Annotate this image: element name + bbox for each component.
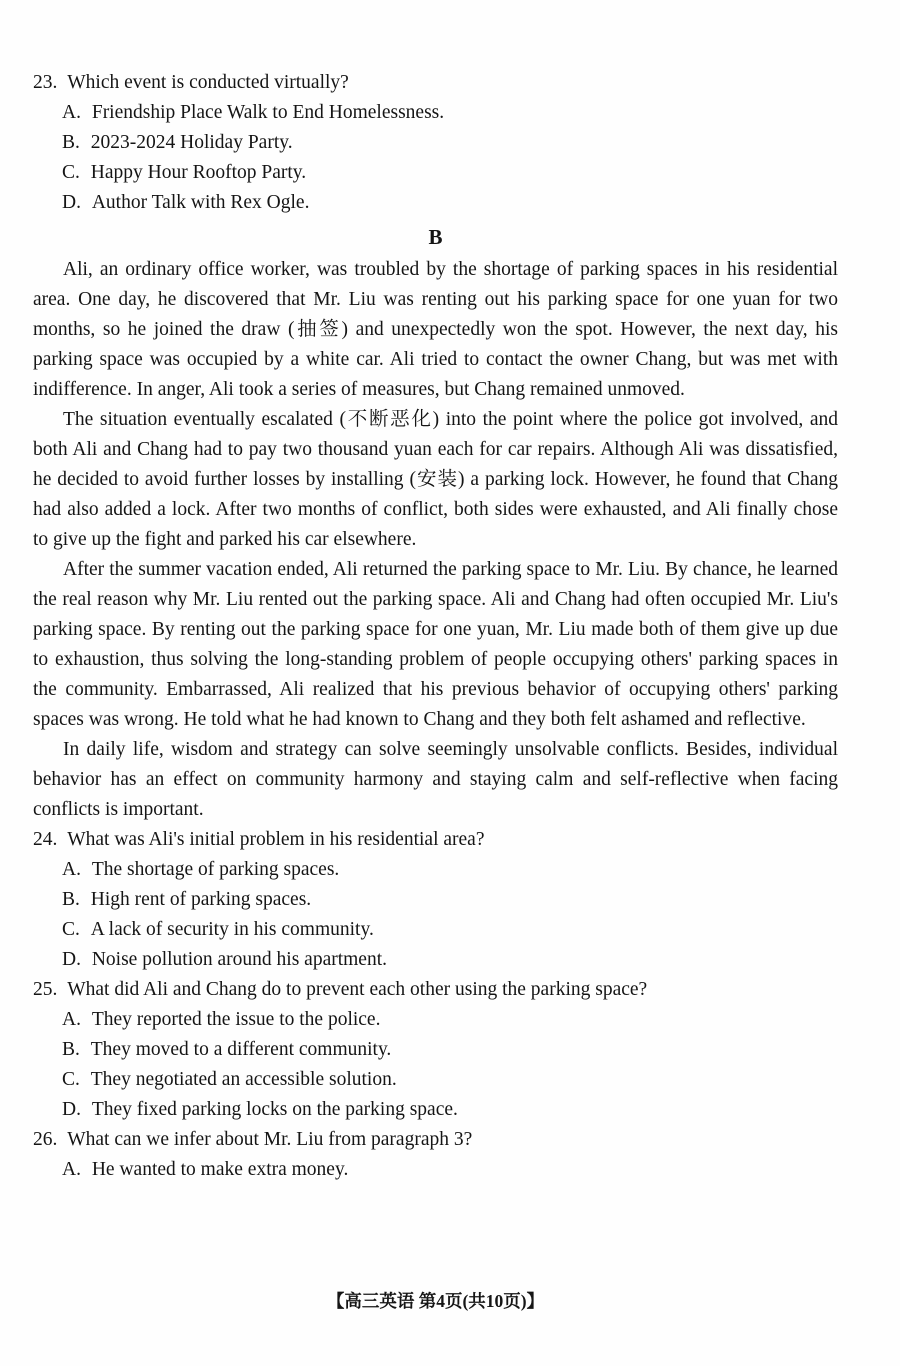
option-text: Friendship Place Walk to End Homelessness.	[91, 102, 445, 123]
question-23-option-a	[33, 98, 838, 128]
option-label: C.	[62, 1069, 80, 1090]
option-text: Noise pollution around his apartment.	[91, 949, 388, 970]
option-text: They fixed parking locks on the parking space.	[91, 1099, 458, 1120]
question-24	[33, 825, 838, 975]
option-text: He wanted to make extra money.	[91, 1159, 349, 1180]
question-25-option-d	[33, 1095, 838, 1125]
option-text: They negotiated an accessible solution.	[90, 1069, 397, 1090]
question-23-option-c	[33, 158, 838, 188]
question-23	[33, 68, 838, 218]
page-footer: 【高三英语 第4页(共10页)】	[326, 1291, 545, 1311]
question-24-option-d	[33, 945, 838, 975]
option-text: They moved to a different community.	[90, 1039, 392, 1060]
option-label: B.	[62, 132, 80, 153]
option-label: D.	[62, 1099, 81, 1120]
question-26-head	[33, 1125, 838, 1155]
option-text: Happy Hour Rooftop Party.	[90, 162, 307, 183]
question-24-option-b	[33, 885, 838, 915]
question-26-option-a	[33, 1155, 838, 1185]
option-label: C.	[62, 919, 80, 940]
question-text: What did Ali and Chang do to prevent each other using the parking space?	[67, 979, 648, 1000]
option-text: Author Talk with Rex Ogle.	[91, 192, 310, 213]
question-text: What was Ali's initial problem in his residential area?	[67, 829, 485, 850]
question-25-head	[33, 975, 838, 1005]
option-text: 2023-2024 Holiday Party.	[90, 132, 293, 153]
passage-paragraph-1: Ali, an ordinary office worker, was troubled by the shortage of parking spaces in his residential area. One day, he discovered that Mr. Liu was renting out his parking space for one yuan for two months, so he joined the draw (抽签) and unexpectedly won the spot. However, the next day, his parking space was occupied by a white car. Ali tried to contact the owner Chang, but was met with indifference. In anger, Ali took a series of measures, but Chang remained unmoved.	[33, 259, 838, 400]
option-label: A.	[62, 859, 81, 880]
passage-paragraph-3: After the summer vacation ended, Ali returned the parking space to Mr. Liu. By chance, he learned the real reason why Mr. Liu rented out the parking space. Ali and Chang had often occupied Mr. Liu's parking space. By renting out the parking space for one yuan, Mr. Liu made both of them give up due to exhaustion, thus solving the long-standing problem of people occupying others' parking spaces in the community. Embarrassed, Ali realized that his previous behavior of occupying others' parking spaces was wrong. He told what he had known to Chang and they both felt ashamed and reflective.	[33, 559, 838, 730]
question-number: 25.	[33, 979, 58, 1000]
question-24-option-c	[33, 915, 838, 945]
option-text: High rent of parking spaces.	[90, 889, 312, 910]
option-label: B.	[62, 889, 80, 910]
option-text: A lack of security in his community.	[90, 919, 374, 940]
passage-b	[33, 255, 838, 825]
option-label: A.	[62, 1009, 81, 1030]
question-23-option-b	[33, 128, 838, 158]
option-text: They reported the issue to the police.	[91, 1009, 381, 1030]
option-text: The shortage of parking spaces.	[91, 859, 340, 880]
question-text: Which event is conducted virtually?	[67, 72, 349, 93]
option-label: C.	[62, 162, 80, 183]
question-text: What can we infer about Mr. Liu from paragraph 3?	[67, 1129, 473, 1150]
question-number: 26.	[33, 1129, 58, 1150]
question-24-head	[33, 825, 838, 855]
question-number: 24.	[33, 829, 58, 850]
question-24-option-a	[33, 855, 838, 885]
option-label: B.	[62, 1039, 80, 1060]
question-26	[33, 1125, 838, 1185]
question-25-option-a	[33, 1005, 838, 1035]
option-label: A.	[62, 102, 81, 123]
question-number: 23.	[33, 72, 58, 93]
option-label: A.	[62, 1159, 81, 1180]
question-25-option-b	[33, 1035, 838, 1065]
question-23-option-d	[33, 188, 838, 218]
option-label: D.	[62, 949, 81, 970]
passage-paragraph-2: The situation eventually escalated (不断恶化) into the point where the police got involved, and both Ali and Chang had to pay two thousand yuan each for car repairs. Although Ali was dissatisfied, he decided to avoid further losses by installing (安装) a parking lock. However, he found that Chang had also added a lock. After two months of conflict, both sides were exhausted, and Ali finally chose to give up the fight and parked his car elsewhere.	[33, 409, 838, 550]
question-23-head	[33, 68, 838, 98]
section-b-heading: B	[428, 225, 443, 249]
option-label: D.	[62, 192, 81, 213]
passage-paragraph-4: In daily life, wisdom and strategy can solve seemingly unsolvable conflicts. Besides, individual behavior has an effect on community harmony and staying calm and self-reflective when facing conflicts is important.	[33, 739, 838, 820]
question-25-option-c	[33, 1065, 838, 1095]
question-25	[33, 975, 838, 1125]
